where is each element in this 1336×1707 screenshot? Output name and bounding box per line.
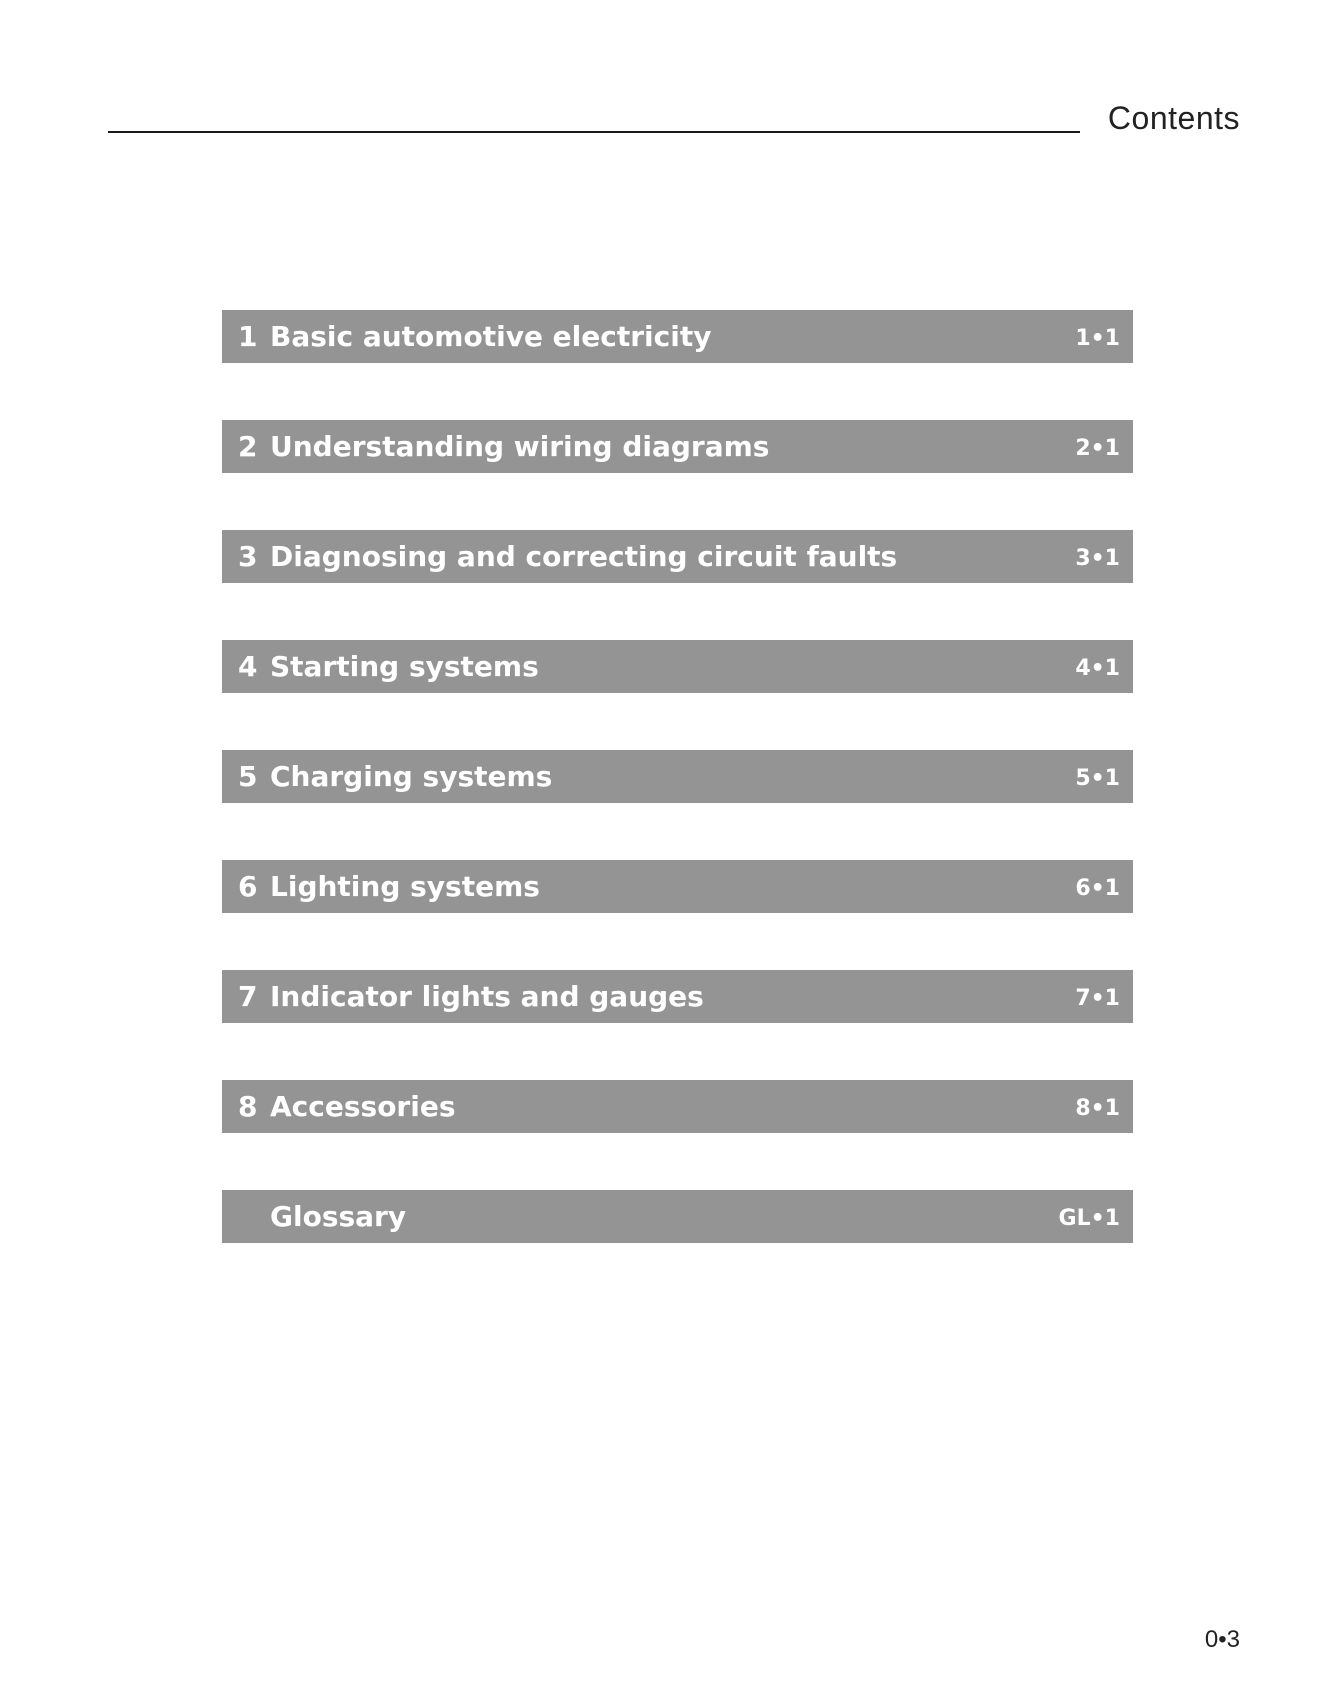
toc-entry[interactable]	[222, 640, 1133, 693]
toc-entry-number: 7	[238, 980, 258, 1013]
toc-entry-number: 8	[238, 1090, 258, 1123]
toc-entry-title: Starting systems	[270, 650, 539, 683]
toc-entry[interactable]	[222, 310, 1133, 363]
toc-entry-title: Diagnosing and correcting circuit faults	[270, 540, 898, 573]
toc-entry-title: Charging systems	[270, 760, 553, 793]
page-title: Contents	[1107, 100, 1240, 136]
toc-entry-glossary[interactable]	[222, 1190, 1133, 1243]
toc-entry-title: Basic automotive electricity	[270, 320, 712, 353]
toc-entry[interactable]	[222, 970, 1133, 1023]
toc-entry-page: GL•1	[1058, 1206, 1120, 1231]
toc-list	[222, 310, 1133, 1300]
toc-entry-page: 8•1	[1075, 1096, 1120, 1121]
toc-entry-page: 2•1	[1075, 436, 1120, 461]
toc-entry-title: Lighting systems	[270, 870, 540, 903]
page-number: 0•3	[1204, 1626, 1240, 1653]
toc-entry-page: 7•1	[1075, 986, 1120, 1011]
toc-entry-title: Indicator lights and gauges	[270, 980, 704, 1013]
header-rule	[108, 131, 1080, 133]
toc-entry-number: 2	[238, 430, 258, 463]
toc-entry[interactable]	[222, 530, 1133, 583]
toc-entry-page: 3•1	[1075, 546, 1120, 571]
toc-entry-title: Accessories	[270, 1090, 456, 1123]
toc-entry-number: 4	[238, 650, 258, 683]
toc-entry-title: Understanding wiring diagrams	[270, 430, 770, 463]
toc-entry-title: Glossary	[270, 1200, 407, 1233]
toc-entry-number: 3	[238, 540, 258, 573]
toc-entry-page: 5•1	[1075, 766, 1120, 791]
toc-entry-page: 4•1	[1075, 656, 1120, 681]
toc-entry[interactable]	[222, 860, 1133, 913]
toc-entry-page: 1•1	[1075, 326, 1120, 351]
toc-entry-number: 6	[238, 870, 258, 903]
toc-entry[interactable]	[222, 420, 1133, 473]
toc-entry[interactable]	[222, 750, 1133, 803]
toc-entry-number: 5	[238, 760, 258, 793]
toc-entry-number: 1	[238, 320, 258, 353]
toc-entry-page: 6•1	[1075, 876, 1120, 901]
toc-entry[interactable]	[222, 1080, 1133, 1133]
